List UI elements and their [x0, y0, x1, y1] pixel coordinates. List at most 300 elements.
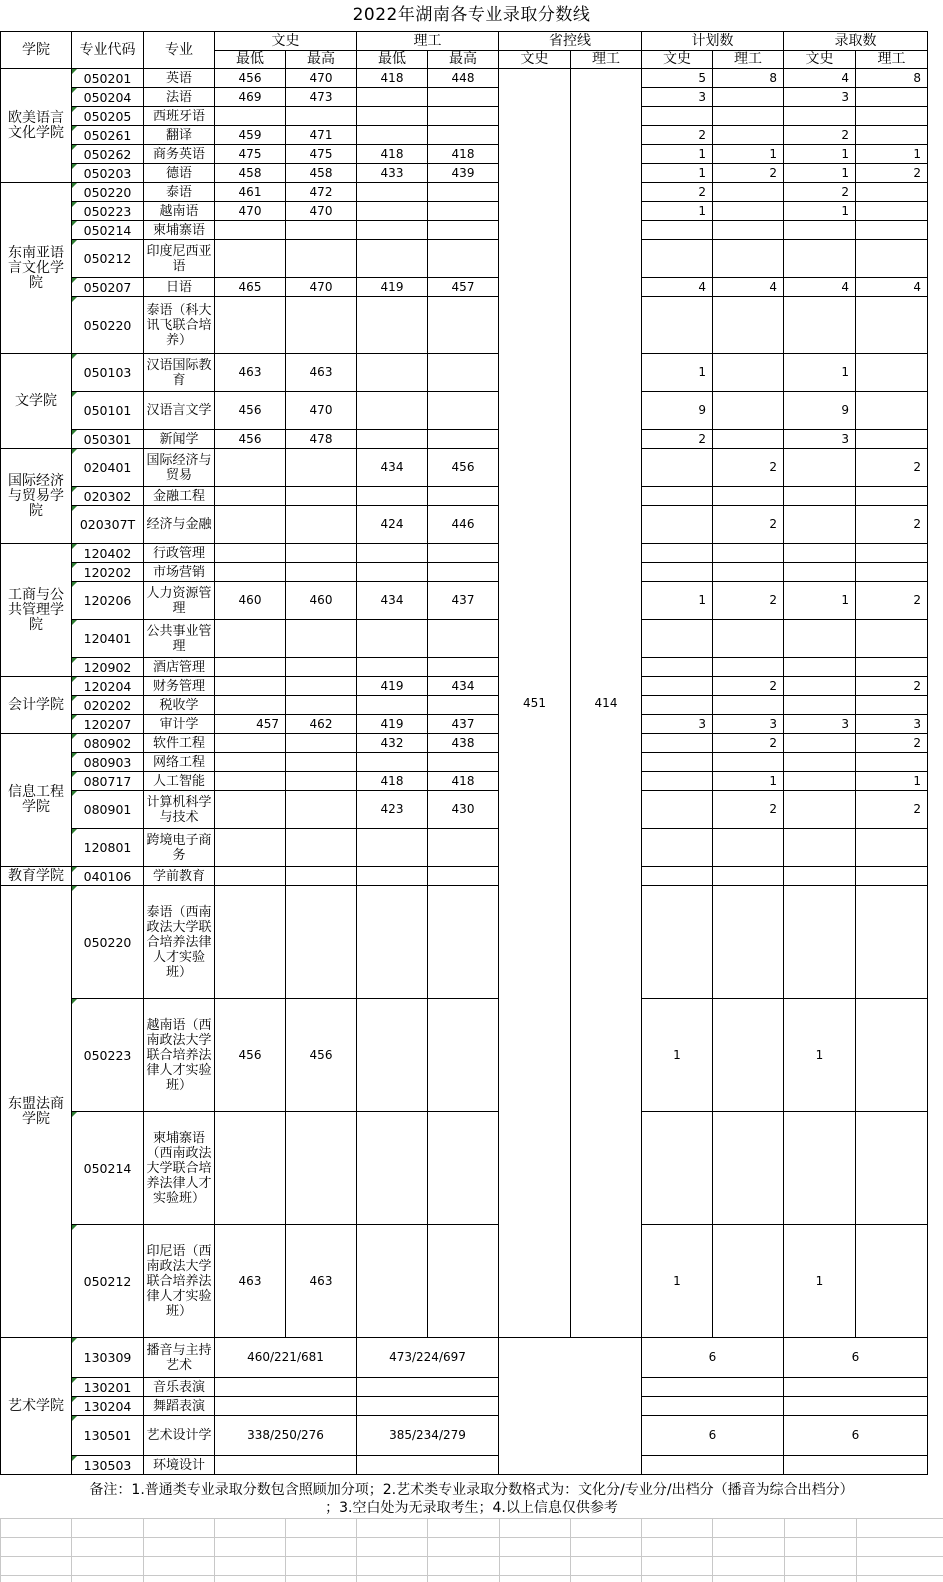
art-plan-count — [642, 1397, 784, 1416]
major-name: 汉语国际教育 — [144, 354, 215, 392]
art-ligong-score — [357, 1397, 499, 1416]
ligong-max-score: 418 — [428, 145, 499, 164]
sheet-gridline — [856, 1518, 857, 1582]
footnote-line-1: 备注：1.普通类专业录取分数包含照顾加分项；2.艺术类专业录取分数格式为：文化分/专业分/出档分（播音为综合出档分） — [89, 1482, 854, 1498]
wenshi-max-score — [286, 829, 357, 867]
ligong-max-score — [428, 1225, 499, 1338]
plan-wenshi: 3 — [642, 715, 713, 734]
wenshi-min-score — [215, 753, 286, 772]
shengkong-wenshi: 451 — [499, 69, 571, 1338]
wenshi-max-score — [286, 449, 357, 487]
header-jihua-ligong: 理工 — [713, 51, 784, 69]
ligong-max-score: 439 — [428, 164, 499, 183]
plan-ligong — [713, 753, 784, 772]
admit-wenshi: 3 — [784, 88, 856, 107]
art-table-row — [1, 1378, 928, 1397]
wenshi-min-score — [215, 772, 286, 791]
wenshi-max-score: 463 — [286, 1225, 357, 1338]
table-row — [1, 753, 928, 772]
major-name: 金融工程 — [144, 487, 215, 506]
major-code: 020401 — [72, 449, 144, 487]
ligong-max-score — [428, 658, 499, 677]
plan-ligong — [713, 829, 784, 867]
major-name: 行政管理 — [144, 544, 215, 563]
wenshi-min-score: 475 — [215, 145, 286, 164]
wenshi-min-score — [215, 886, 286, 999]
sheet-gridline — [641, 1518, 642, 1582]
college-name: 信息工程学院 — [1, 734, 72, 867]
wenshi-min-score: 457 — [215, 715, 286, 734]
table-row — [1, 183, 928, 202]
major-name: 跨境电子商务 — [144, 829, 215, 867]
admit-ligong — [856, 354, 928, 392]
major-name: 柬埔寨语（西南政法大学联合培养法律人才实验班） — [144, 1112, 215, 1225]
admit-ligong — [856, 183, 928, 202]
admit-wenshi: 1 — [784, 582, 856, 620]
ligong-min-score — [357, 867, 428, 886]
ligong-max-score: 456 — [428, 449, 499, 487]
plan-wenshi: 4 — [642, 278, 713, 297]
wenshi-min-score — [215, 506, 286, 544]
table-row — [1, 563, 928, 582]
header-shengkong-wenshi: 文史 — [499, 51, 571, 69]
major-name: 西班牙语 — [144, 107, 215, 126]
major-code: 050214 — [72, 221, 144, 240]
plan-ligong — [713, 392, 784, 430]
wenshi-min-score: 456 — [215, 392, 286, 430]
major-code: 020202 — [72, 696, 144, 715]
major-code: 050301 — [72, 430, 144, 449]
plan-ligong: 1 — [713, 145, 784, 164]
table-row — [1, 240, 928, 278]
major-name: 国际经济与贸易 — [144, 449, 215, 487]
ligong-min-score — [357, 183, 428, 202]
wenshi-min-score — [215, 449, 286, 487]
major-name: 经济与金融 — [144, 506, 215, 544]
wenshi-max-score: 462 — [286, 715, 357, 734]
table-row — [1, 221, 928, 240]
major-name: 新闻学 — [144, 430, 215, 449]
sheet-gridline — [71, 1518, 72, 1582]
admit-ligong — [856, 658, 928, 677]
wenshi-max-score — [286, 867, 357, 886]
major-code: 050205 — [72, 107, 144, 126]
score-table — [0, 31, 928, 1475]
admit-wenshi: 2 — [784, 126, 856, 145]
plan-wenshi — [642, 753, 713, 772]
ligong-min-score — [357, 1112, 428, 1225]
admit-wenshi — [784, 221, 856, 240]
admit-wenshi — [784, 791, 856, 829]
art-shengkong — [499, 1338, 642, 1475]
art-ligong-score: 385/234/279 — [357, 1416, 499, 1456]
header-jihua-wenshi: 文史 — [642, 51, 713, 69]
sheet-gridline — [143, 1518, 144, 1582]
ligong-min-score: 418 — [357, 145, 428, 164]
plan-wenshi: 2 — [642, 430, 713, 449]
admit-wenshi — [784, 772, 856, 791]
admit-wenshi: 1 — [784, 145, 856, 164]
major-name: 软件工程 — [144, 734, 215, 753]
major-code: 050220 — [72, 183, 144, 202]
plan-wenshi — [642, 544, 713, 563]
major-code: 130309 — [72, 1338, 144, 1378]
ligong-min-score — [357, 1225, 428, 1338]
plan-ligong — [713, 88, 784, 107]
ligong-max-score — [428, 1112, 499, 1225]
wenshi-max-score — [286, 240, 357, 278]
plan-wenshi — [642, 829, 713, 867]
major-code: 120204 — [72, 677, 144, 696]
wenshi-min-score — [215, 791, 286, 829]
art-wenshi-score: 338/250/276 — [215, 1416, 357, 1456]
major-code: 050204 — [72, 88, 144, 107]
header-ligong-max: 最高 — [428, 51, 499, 69]
college-name: 东南亚语言文化学院 — [1, 183, 72, 354]
admit-wenshi — [784, 658, 856, 677]
wenshi-max-score — [286, 772, 357, 791]
header-wenshi-min: 最低 — [215, 51, 286, 69]
table-row — [1, 430, 928, 449]
art-admit-count — [784, 1456, 928, 1475]
major-code: 080901 — [72, 791, 144, 829]
plan-ligong: 2 — [713, 164, 784, 183]
major-name: 计算机科学与技术 — [144, 791, 215, 829]
ligong-max-score — [428, 202, 499, 221]
major-name: 人力资源管理 — [144, 582, 215, 620]
plan-wenshi: 1 — [642, 202, 713, 221]
ligong-max-score — [428, 183, 499, 202]
major-name: 人工智能 — [144, 772, 215, 791]
wenshi-min-score: 470 — [215, 202, 286, 221]
admit-wenshi: 1 — [784, 999, 856, 1112]
ligong-min-score — [357, 88, 428, 107]
admit-wenshi: 4 — [784, 69, 856, 88]
wenshi-min-score — [215, 620, 286, 658]
admit-wenshi — [784, 696, 856, 715]
plan-ligong — [713, 1225, 784, 1338]
major-name: 越南语 — [144, 202, 215, 221]
admit-wenshi — [784, 867, 856, 886]
plan-ligong: 2 — [713, 791, 784, 829]
wenshi-max-score: 470 — [286, 392, 357, 430]
plan-wenshi: 3 — [642, 88, 713, 107]
plan-wenshi — [642, 677, 713, 696]
admit-ligong: 2 — [856, 506, 928, 544]
plan-wenshi — [642, 506, 713, 544]
major-code: 020302 — [72, 487, 144, 506]
plan-wenshi: 1 — [642, 1225, 713, 1338]
ligong-max-score — [428, 240, 499, 278]
admit-ligong: 2 — [856, 734, 928, 753]
admit-ligong — [856, 392, 928, 430]
wenshi-min-score: 459 — [215, 126, 286, 145]
wenshi-max-score: 472 — [286, 183, 357, 202]
table-row — [1, 145, 928, 164]
admit-ligong — [856, 999, 928, 1112]
sheet-gridline — [499, 1518, 500, 1582]
ligong-max-score — [428, 620, 499, 658]
table-row — [1, 658, 928, 677]
ligong-max-score — [428, 544, 499, 563]
major-code: 080902 — [72, 734, 144, 753]
wenshi-min-score: 463 — [215, 1225, 286, 1338]
admit-ligong — [856, 1112, 928, 1225]
plan-wenshi: 1 — [642, 145, 713, 164]
ligong-max-score — [428, 392, 499, 430]
major-code: 050212 — [72, 1225, 144, 1338]
wenshi-min-score — [215, 696, 286, 715]
wenshi-max-score: 463 — [286, 354, 357, 392]
admit-wenshi — [784, 829, 856, 867]
major-code: 130204 — [72, 1397, 144, 1416]
major-code: 050220 — [72, 886, 144, 999]
page-title: 2022年湖南各专业录取分数线 — [352, 5, 591, 25]
table-row — [1, 202, 928, 221]
wenshi-min-score — [215, 563, 286, 582]
wenshi-max-score: 458 — [286, 164, 357, 183]
ligong-max-score — [428, 563, 499, 582]
plan-wenshi — [642, 734, 713, 753]
admit-wenshi — [784, 107, 856, 126]
plan-ligong — [713, 696, 784, 715]
plan-ligong — [713, 999, 784, 1112]
ligong-min-score — [357, 392, 428, 430]
ligong-max-score — [428, 696, 499, 715]
college-name: 国际经济与贸易学院 — [1, 449, 72, 544]
wenshi-max-score — [286, 1112, 357, 1225]
table-row — [1, 164, 928, 183]
admit-wenshi: 4 — [784, 278, 856, 297]
plan-ligong — [713, 620, 784, 658]
table-row — [1, 278, 928, 297]
wenshi-max-score: 460 — [286, 582, 357, 620]
plan-ligong — [713, 202, 784, 221]
ligong-min-score: 433 — [357, 164, 428, 183]
ligong-max-score — [428, 487, 499, 506]
admit-wenshi — [784, 563, 856, 582]
admit-wenshi: 1 — [784, 354, 856, 392]
major-code: 050223 — [72, 202, 144, 221]
ligong-max-score — [428, 753, 499, 772]
plan-ligong — [713, 563, 784, 582]
major-name: 公共事业管理 — [144, 620, 215, 658]
sheet-gridline — [427, 1518, 428, 1582]
admit-wenshi: 2 — [784, 183, 856, 202]
header-shengkong-ligong: 理工 — [571, 51, 642, 69]
admit-ligong — [856, 867, 928, 886]
ligong-max-score — [428, 354, 499, 392]
ligong-min-score — [357, 999, 428, 1112]
major-code: 120902 — [72, 658, 144, 677]
table-row — [1, 867, 928, 886]
wenshi-max-score — [286, 734, 357, 753]
ligong-min-score — [357, 696, 428, 715]
admit-wenshi — [784, 886, 856, 999]
admit-ligong — [856, 240, 928, 278]
ligong-max-score — [428, 221, 499, 240]
major-name: 泰语 — [144, 183, 215, 202]
admit-ligong — [856, 1225, 928, 1338]
art-wenshi-score — [215, 1397, 357, 1416]
admit-ligong — [856, 696, 928, 715]
admit-ligong: 2 — [856, 677, 928, 696]
sheet-gridline — [356, 1518, 357, 1582]
ligong-max-score — [428, 886, 499, 999]
ligong-min-score — [357, 107, 428, 126]
wenshi-min-score — [215, 297, 286, 354]
wenshi-min-score — [215, 1112, 286, 1225]
table-row — [1, 1112, 928, 1225]
plan-wenshi: 1 — [642, 354, 713, 392]
admit-ligong — [856, 620, 928, 658]
admit-ligong — [856, 563, 928, 582]
wenshi-min-score — [215, 107, 286, 126]
wenshi-max-score — [286, 221, 357, 240]
admit-wenshi — [784, 734, 856, 753]
art-plan-count — [642, 1456, 784, 1475]
wenshi-min-score: 456 — [215, 69, 286, 88]
ligong-max-score — [428, 107, 499, 126]
ligong-min-score — [357, 221, 428, 240]
wenshi-max-score: 473 — [286, 88, 357, 107]
art-ligong-score: 473/224/697 — [357, 1338, 499, 1378]
plan-wenshi: 2 — [642, 183, 713, 202]
ligong-max-score: 448 — [428, 69, 499, 88]
plan-ligong — [713, 867, 784, 886]
art-table-row — [1, 1456, 928, 1475]
admit-ligong: 2 — [856, 164, 928, 183]
art-table-row — [1, 1338, 928, 1378]
ligong-max-score: 437 — [428, 582, 499, 620]
admit-wenshi — [784, 753, 856, 772]
wenshi-min-score — [215, 240, 286, 278]
admit-ligong — [856, 430, 928, 449]
plan-wenshi: 1 — [642, 999, 713, 1112]
wenshi-max-score: 471 — [286, 126, 357, 145]
ligong-min-score: 419 — [357, 715, 428, 734]
table-row — [1, 354, 928, 392]
art-table-row — [1, 1416, 928, 1456]
plan-ligong — [713, 430, 784, 449]
sheet-gridline — [214, 1518, 215, 1582]
wenshi-min-score — [215, 658, 286, 677]
wenshi-max-score — [286, 791, 357, 829]
ligong-min-score — [357, 658, 428, 677]
sheet-gridline — [712, 1518, 713, 1582]
art-admit-count: 6 — [784, 1338, 928, 1378]
plan-ligong: 8 — [713, 69, 784, 88]
wenshi-min-score: 458 — [215, 164, 286, 183]
plan-ligong — [713, 658, 784, 677]
ligong-max-score: 437 — [428, 715, 499, 734]
art-plan-count: 6 — [642, 1338, 784, 1378]
major-name: 财务管理 — [144, 677, 215, 696]
plan-ligong — [713, 240, 784, 278]
art-admit-count — [784, 1378, 928, 1397]
plan-wenshi — [642, 563, 713, 582]
plan-ligong — [713, 183, 784, 202]
plan-wenshi — [642, 449, 713, 487]
wenshi-max-score — [286, 506, 357, 544]
table-row — [1, 69, 928, 88]
admit-wenshi — [784, 544, 856, 563]
major-name: 英语 — [144, 69, 215, 88]
table-row — [1, 544, 928, 563]
art-plan-count — [642, 1378, 784, 1397]
plan-wenshi: 5 — [642, 69, 713, 88]
admit-ligong — [856, 886, 928, 999]
ligong-min-score — [357, 753, 428, 772]
major-name: 环境设计 — [144, 1456, 215, 1475]
major-code: 120202 — [72, 563, 144, 582]
plan-ligong: 1 — [713, 772, 784, 791]
ligong-min-score: 434 — [357, 582, 428, 620]
admit-ligong: 1 — [856, 772, 928, 791]
ligong-max-score: 434 — [428, 677, 499, 696]
college-name: 教育学院 — [1, 867, 72, 886]
ligong-max-score — [428, 430, 499, 449]
major-name: 舞蹈表演 — [144, 1397, 215, 1416]
wenshi-max-score: 470 — [286, 69, 357, 88]
admit-ligong — [856, 88, 928, 107]
plan-wenshi: 1 — [642, 582, 713, 620]
ligong-min-score: 424 — [357, 506, 428, 544]
art-ligong-score — [357, 1378, 499, 1397]
admit-wenshi — [784, 677, 856, 696]
wenshi-min-score — [215, 221, 286, 240]
wenshi-min-score: 463 — [215, 354, 286, 392]
admit-ligong — [856, 829, 928, 867]
art-plan-count: 6 — [642, 1416, 784, 1456]
art-table-row — [1, 1397, 928, 1416]
art-wenshi-score — [215, 1456, 357, 1475]
art-wenshi-score — [215, 1378, 357, 1397]
ligong-max-score — [428, 88, 499, 107]
table-row — [1, 696, 928, 715]
major-name: 法语 — [144, 88, 215, 107]
wenshi-max-score: 470 — [286, 278, 357, 297]
major-code: 050261 — [72, 126, 144, 145]
wenshi-min-score: 456 — [215, 430, 286, 449]
major-code: 120206 — [72, 582, 144, 620]
plan-ligong: 3 — [713, 715, 784, 734]
major-name: 艺术设计学 — [144, 1416, 215, 1456]
admit-wenshi: 1 — [784, 164, 856, 183]
major-code: 130201 — [72, 1378, 144, 1397]
ligong-min-score: 418 — [357, 69, 428, 88]
header-ligong: 理工 — [357, 32, 499, 51]
admit-ligong: 8 — [856, 69, 928, 88]
admit-ligong — [856, 487, 928, 506]
plan-ligong — [713, 107, 784, 126]
art-ligong-score — [357, 1456, 499, 1475]
wenshi-max-score — [286, 297, 357, 354]
major-name: 商务英语 — [144, 145, 215, 164]
plan-ligong: 2 — [713, 449, 784, 487]
sheet-gridline — [0, 1518, 1, 1582]
major-code: 040106 — [72, 867, 144, 886]
major-name: 播音与主持艺术 — [144, 1338, 215, 1378]
wenshi-max-score — [286, 107, 357, 126]
table-row — [1, 392, 928, 430]
wenshi-min-score — [215, 829, 286, 867]
plan-ligong — [713, 1112, 784, 1225]
admit-ligong — [856, 753, 928, 772]
major-name: 越南语（西南政法大学联合培养法律人才实验班） — [144, 999, 215, 1112]
table-row — [1, 772, 928, 791]
header-shengkong: 省控线 — [499, 32, 642, 51]
